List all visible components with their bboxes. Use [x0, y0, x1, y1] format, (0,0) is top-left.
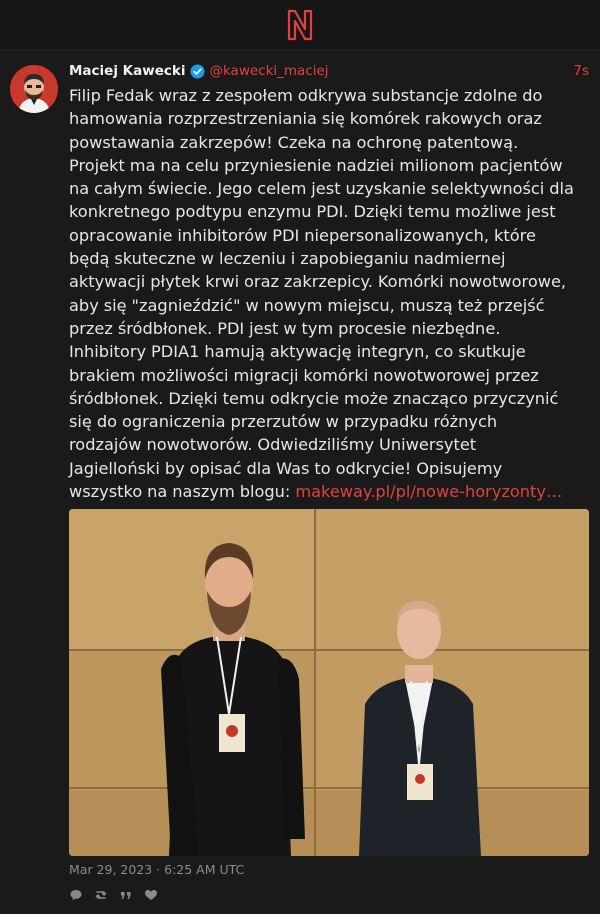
- author-handle[interactable]: @kawecki_maciej: [209, 63, 329, 79]
- avatar-illustration-icon: [10, 65, 58, 113]
- tweet-time-link[interactable]: 7s: [573, 63, 589, 79]
- quote-icon[interactable]: [119, 888, 133, 902]
- tweet-photo[interactable]: [69, 509, 589, 856]
- avatar[interactable]: [10, 65, 58, 113]
- nitter-logo-icon[interactable]: [280, 5, 320, 45]
- tweet-content: [69, 84, 591, 503]
- tweet-date[interactable]: Mar 29, 2023 · 6:25 AM UTC: [69, 862, 245, 877]
- photo-two-men-icon: [69, 509, 589, 856]
- tweet-card: [0, 52, 600, 914]
- author-fullname[interactable]: Maciej Kawecki: [69, 63, 186, 79]
- comment-icon[interactable]: [69, 888, 83, 902]
- blog-link[interactable]: makeway.pl/pl/nowe-horyzonty…: [295, 482, 563, 502]
- tweet-text: Filip Fedak wraz z zespołem odkrywa substancje zdolne do hamowania rozprzestrzeniania się komórek rakowych oraz powstawania zakrzepów! Czeka na ochronę patentową. Projekt ma na celu przyniesienie nadziei milionom pacjentów na całym świecie. Jego celem jest uzyskanie selektywności dla konkretnego podtypu enzymu PDI. Dzięki temu możliwe jest opracowanie inhibitorów PDI niepersonalizowanych, które będą skuteczne w leczeniu i zapobieganiu nadmiernej aktywacji płytek krwi oraz zakrzepicy. Komórki nowotworowe, aby się "zagnieździć" w nowym miejscu, muszą też przejść przez śródbłonek. PDI jest w tym procesie niezbędne. Inhibitory PDIA1 hamują aktywację integryn, co skutkuje brakiem możliwości migracji komórki nowotworowej przez śródbłonek. Dzięki temu odkrycie może znacząco przyczynić się do ograniczenia przerzutów w przypadku różnych rodzajów nowotworów. Odwiedziliśmy Uniwersytet Jagielloński by opisać dla Was to odkrycie! Opisujemy wszystko na naszym blogu:: [69, 86, 574, 502]
- verified-badge-icon: [190, 64, 205, 79]
- retweet-icon[interactable]: [94, 888, 108, 902]
- tweet-header: [69, 61, 589, 81]
- heart-icon[interactable]: [144, 888, 158, 902]
- top-bar: [0, 0, 600, 51]
- tweet-stats: [69, 886, 158, 904]
